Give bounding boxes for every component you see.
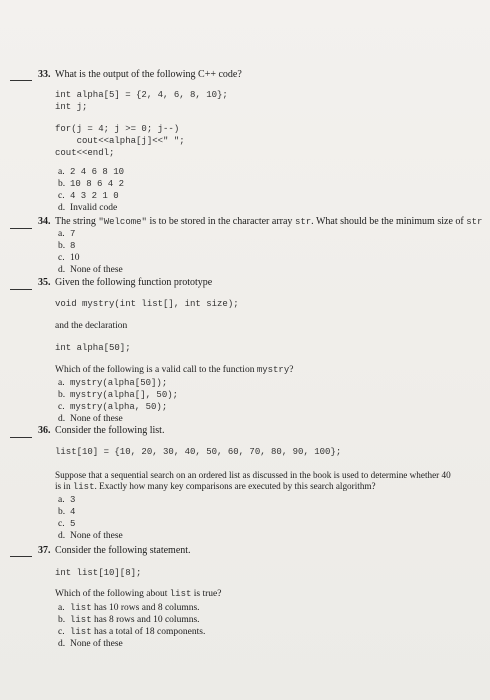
search-paragraph-1: Suppose that a sequential search on an ordered list as discussed in the book is used to determine whether 40 [55, 470, 451, 480]
question-text-37: Consider the following statement. [55, 545, 191, 556]
answer-blank-33[interactable] [10, 80, 32, 81]
option-37-b: b. list has 8 rows and 10 columns. [58, 615, 200, 625]
question-number-35: 35. [38, 277, 51, 288]
option-37-a: a. list has 10 rows and 8 columns. [58, 603, 200, 613]
option-37-d: d. None of these [58, 639, 123, 649]
question-text-35: Given the following function prototype [55, 277, 213, 288]
question-number-36: 36. [38, 425, 51, 436]
answer-blank-35[interactable] [10, 289, 32, 290]
question-text-33: What is the output of the following C++ code? [55, 69, 242, 80]
code-line-33-1: int alpha[5] = {2, 4, 6, 8, 10}; [55, 90, 228, 100]
option-37-c: c. list has a total of 18 components. [58, 627, 206, 637]
option-33-a: a. 2 4 6 8 10 [58, 167, 125, 177]
list-declaration: list[10] = {10, 20, 30, 40, 50, 60, 70, 80, 90, 100}; [55, 447, 342, 457]
question-number-33: 33. [38, 69, 51, 80]
option-34-a: a. 7 [58, 229, 76, 239]
option-34-d: d. None of these [58, 265, 123, 275]
question-prompt-37: Which of the following about list is true? [55, 589, 222, 599]
statement-code: int list[10][8]; [55, 568, 142, 578]
code-line-33-5: cout<<alpha[j]<<" "; [55, 136, 185, 146]
function-prototype: void mystry(int list[], int size); [55, 299, 239, 309]
code-line-33-6: cout<<endl; [55, 148, 115, 158]
question-number-37: 37. [38, 545, 51, 556]
question-prompt-35: Which of the following is a valid call to the function mystry? [55, 365, 294, 375]
question-number-34: 34. [38, 216, 51, 227]
code-line-33-2: int j; [55, 102, 88, 112]
declaration-code: int alpha[50]; [55, 343, 131, 353]
option-33-b: b. 10 8 6 4 2 [58, 179, 125, 189]
option-36-a: a. 3 [58, 495, 76, 505]
question-text-34: The string "Welcome" is to be stored in the character array str. What should be the minimum size of str [55, 216, 483, 227]
declaration-intro: and the declaration [55, 321, 128, 331]
answer-blank-37[interactable] [10, 556, 32, 557]
answer-blank-34[interactable] [10, 228, 32, 229]
search-paragraph-2: is in list. Exactly how many key comparisons are executed by this search algorithm? [55, 481, 376, 492]
option-34-c: c. 10 [58, 253, 80, 263]
option-36-d: d. None of these [58, 531, 123, 541]
option-36-b: b. 4 [58, 507, 76, 517]
question-text-36: Consider the following list. [55, 425, 165, 436]
option-35-a: a. mystry(alpha[50]); [58, 378, 168, 388]
option-34-b: b. 8 [58, 241, 76, 251]
option-35-d: d. None of these [58, 414, 123, 424]
option-35-b: b. mystry(alpha[], 50); [58, 390, 179, 400]
option-33-d: d. Invalid code [58, 203, 118, 213]
option-33-c: c. 4 3 2 1 0 [58, 191, 119, 201]
code-line-33-4: for(j = 4; j >= 0; j--) [55, 124, 180, 134]
option-35-c: c. mystry(alpha, 50); [58, 402, 168, 412]
option-36-c: c. 5 [58, 519, 76, 529]
answer-blank-36[interactable] [10, 437, 32, 438]
